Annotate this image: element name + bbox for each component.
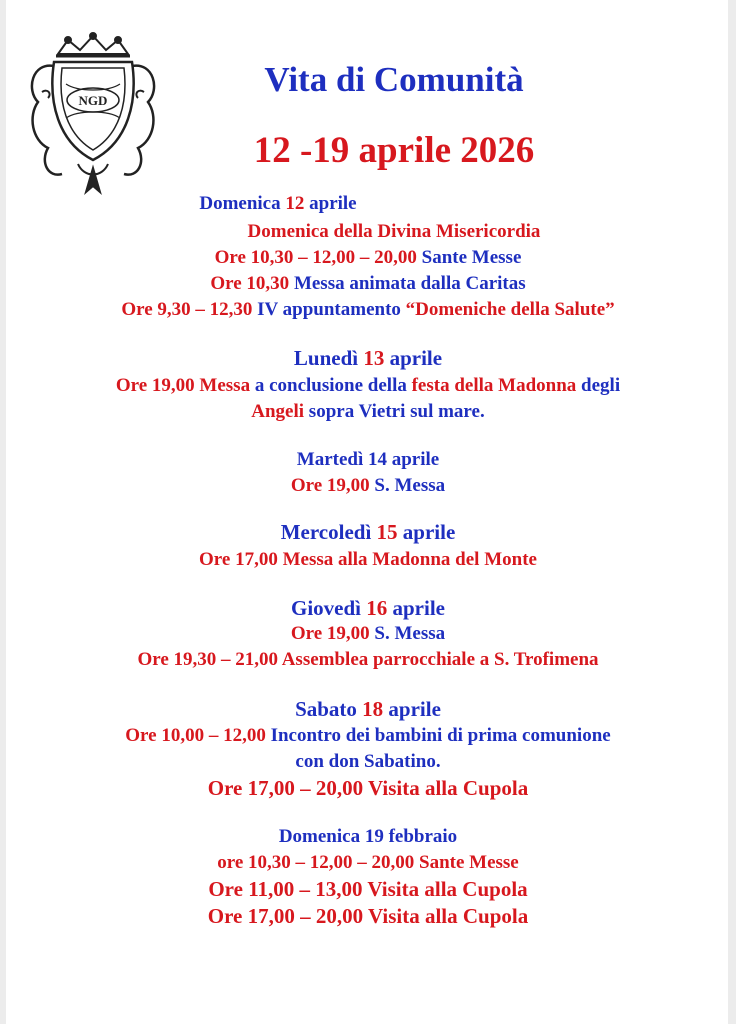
event-mon13-1: Ore 19,00 Messa a conclusione della festa della Madonna degli [115,375,621,396]
event-tue14-1: Ore 19,00 S. Messa [290,475,446,496]
page-title: Vita di Comunità [264,60,524,99]
day-subtitle-sun12: Domenica della Divina Misericordia [247,221,541,242]
event-sun12-1: Ore 10,30 – 12,00 – 20,00 Sante Messe [214,247,522,268]
event-thu16-1: Ore 19,00 S. Messa [290,623,446,644]
day-heading-sun12: Domenica 12 aprile [199,193,357,214]
event-mon13-2: Angeli sopra Vietri sul mare. [251,401,485,422]
event-thu16-2: Ore 19,30 – 21,00 Assemblea parrocchiale a S. Trofimena [137,649,599,670]
event-sun12-2: Ore 10,30 Messa animata dalla Caritas [210,273,526,294]
coat-of-arms-icon [18,32,168,200]
date-range: 12 -19 aprile 2026 [253,130,535,171]
day-heading-wed15: Mercoledì 15 aprile [280,520,456,544]
event-wed15-1: Ore 17,00 Messa alla Madonna del Monte [199,549,537,570]
day-heading-mon13: Lunedì 13 aprile [293,346,443,370]
event-sun19-3: Ore 17,00 – 20,00 Visita alla Cupola [207,904,529,928]
event-sun19-1: ore 10,30 – 12,00 – 20,00 Sante Messe [217,852,519,873]
event-sat18-2: con don Sabatino. [295,751,441,772]
svg-text:NGD: NGD [78,93,108,108]
event-sat18-3: Ore 17,00 – 20,00 Visita alla Cupola [207,776,529,800]
day-heading-sun19: Domenica 19 febbraio [278,826,458,847]
event-sat18-1: Ore 10,00 – 12,00 Incontro dei bambini di prima comunione [125,725,611,746]
event-sun12-3: Ore 9,30 – 12,30 IV appuntamento “Domeniche della Salute” [121,299,615,320]
day-heading-sat18: Sabato 18 aprile [295,697,441,721]
event-sun19-2: Ore 11,00 – 13,00 Visita alla Cupola [208,877,528,901]
day-heading-tue14: Martedì 14 aprile [296,449,440,470]
day-heading-thu16: Giovedì 16 aprile [290,596,445,620]
